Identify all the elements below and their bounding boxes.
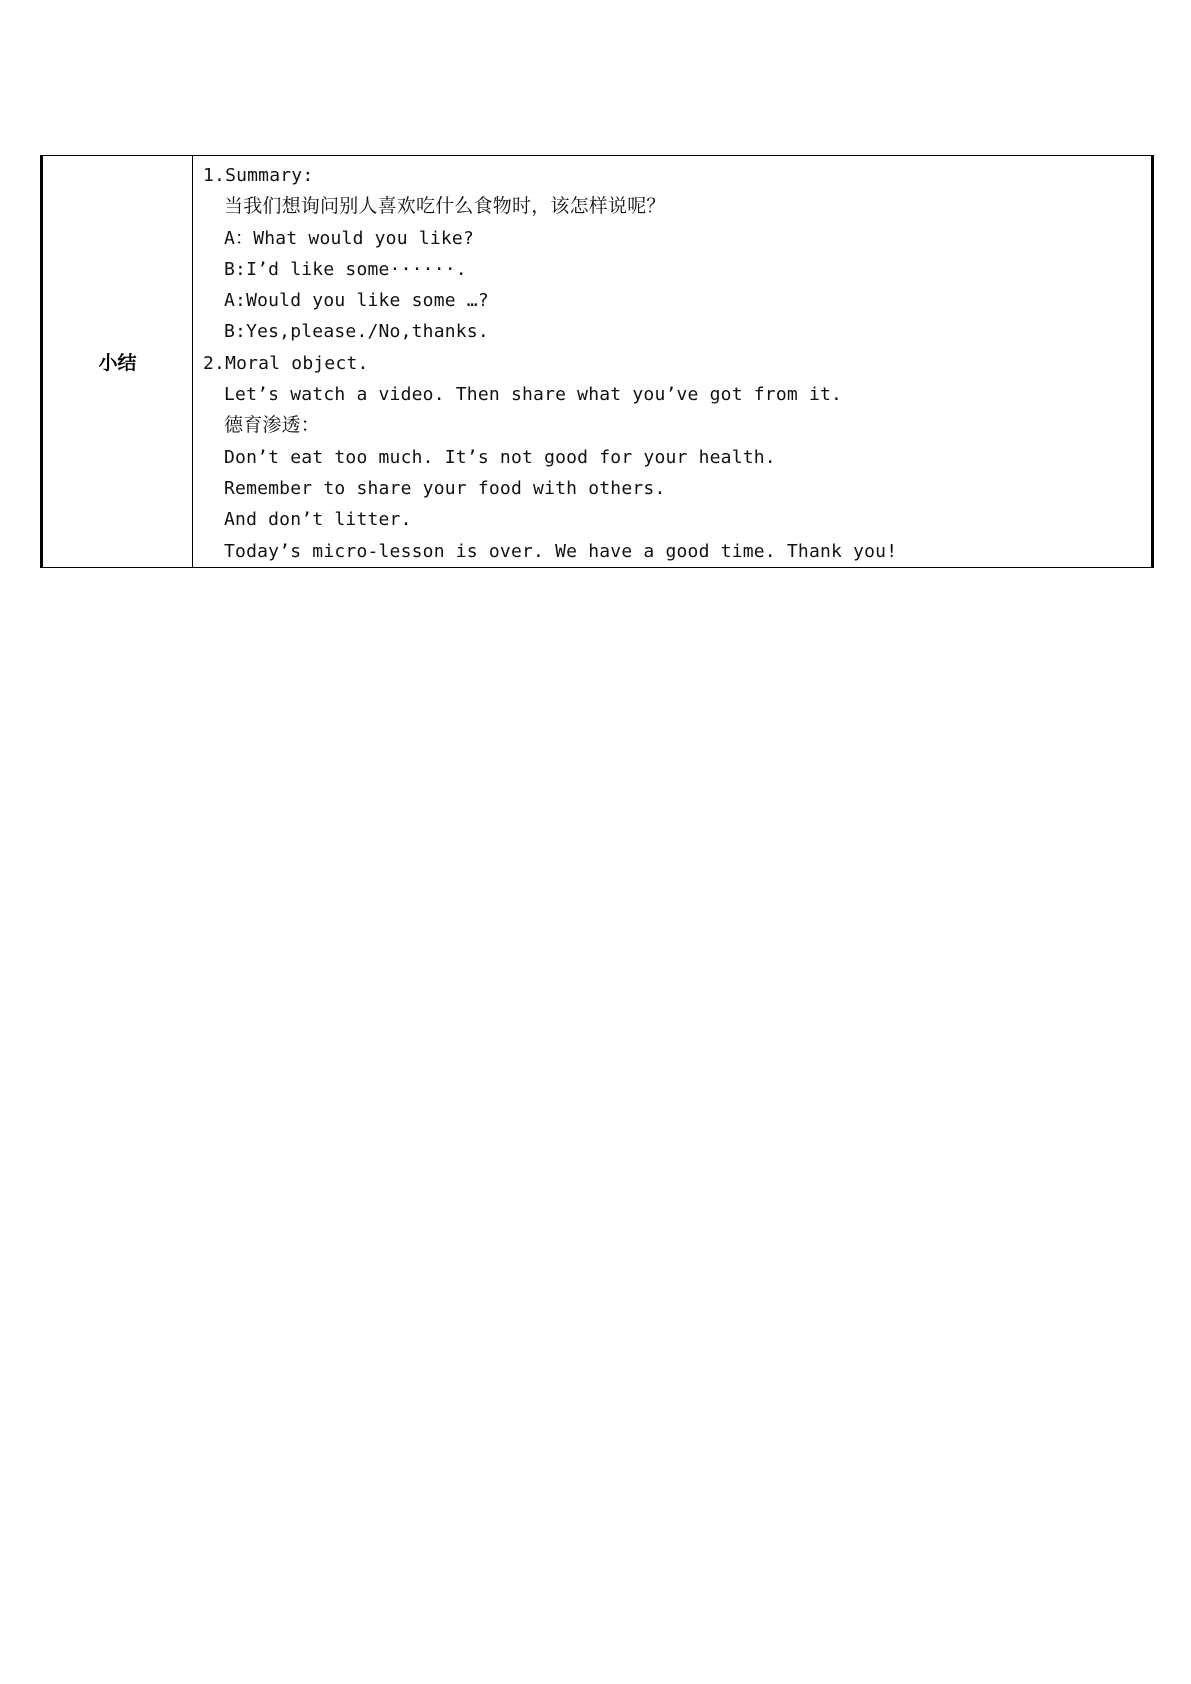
moral-line: And don’t litter. xyxy=(224,509,412,531)
content-cell xyxy=(193,156,1153,568)
dialogue-line: B:Yes,please./No,thanks. xyxy=(224,321,489,343)
moral-line: Remember to share your food with others. xyxy=(224,477,666,499)
label-cell xyxy=(42,156,193,568)
moral-line: Let’s watch a video. Then share what you’ve got from it. xyxy=(224,384,843,406)
table-row xyxy=(42,156,1153,568)
summary-question: 当我们想询问别人喜欢吃什么食物时，该怎样说呢？ xyxy=(224,195,666,218)
dialogue-line: B:I’d like some······. xyxy=(224,258,467,280)
lesson-table xyxy=(40,155,1154,568)
moral-line: Don’t eat too much. It’s not good for your health. xyxy=(224,446,776,468)
closing-line: Today’s micro-lesson is over. We have a good time. Thank you! xyxy=(224,540,898,562)
dialogue-line: A：What would you like? xyxy=(224,227,474,249)
moral-subheading: 德育渗透： xyxy=(224,414,321,437)
dialogue-line: A:Would you like some …? xyxy=(224,290,489,312)
moral-heading: 2.Moral object. xyxy=(203,352,369,374)
row-label: 小结 xyxy=(98,351,137,374)
summary-heading: 1.Summary: xyxy=(203,165,314,186)
